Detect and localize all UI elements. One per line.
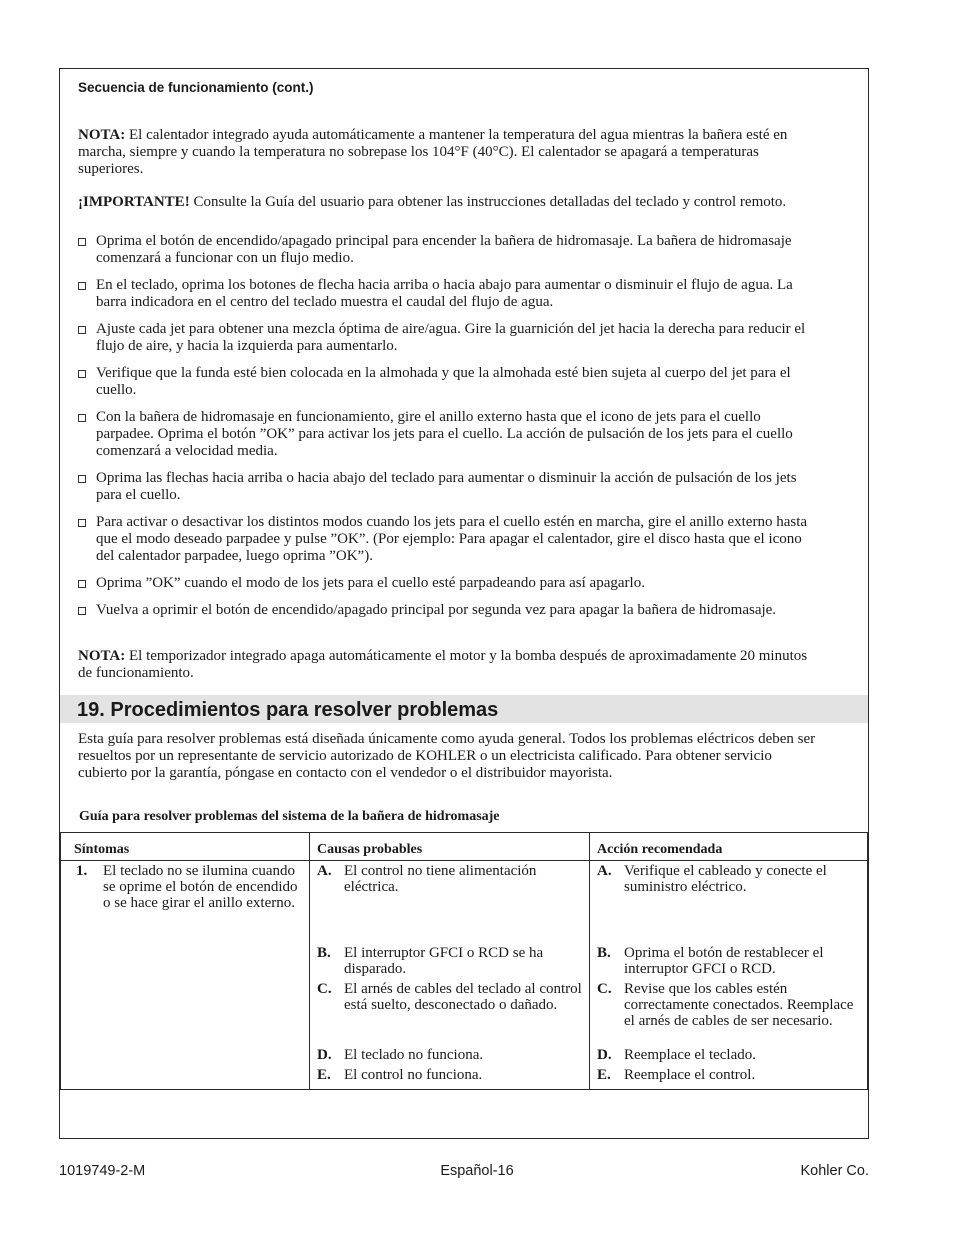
- checkbox-bullet-icon: [78, 519, 86, 527]
- cause-item: C. El arnés de cables del teclado al control está suelto, desconectado o dañado.: [317, 981, 582, 1013]
- list-item: Vuelva a oprimir el botón de encendido/apagado principal por segunda vez para apagar la bañera de hidromasaje.: [78, 602, 818, 619]
- footer-document-number: 1019749-2-M: [59, 1163, 146, 1179]
- note-heater: [78, 127, 818, 178]
- list-item: Oprima el botón de encendido/apagado principal para encender la bañera de hidromasaje. La bañera de hidromasaje comenzará a funcionar con un flujo medio.: [78, 233, 818, 267]
- cause-item: A. El control no tiene alimentación eléctrica.: [317, 863, 537, 895]
- section-header: Secuencia de funcionamiento (cont.): [78, 80, 314, 95]
- note-label: NOTA:: [78, 127, 126, 143]
- cause-item: D. El teclado no funciona.: [317, 1047, 484, 1063]
- note-text: El calentador integrado ayuda automáticamente a mantener la temperatura del agua mientras la bañera esté en marcha, siempre y cuando la temperatura no sobrepase los 104°F (40°C). El calentador se apagará a temperaturas superiores.: [78, 127, 788, 177]
- list-item: Ajuste cada jet para obtener una mezcla óptima de aire/agua. Gire la guarnición del jet hacia la derecha para reducir el flujo de aire, y hacia la izquierda para aumentarlo.: [78, 321, 818, 355]
- action-item: A. Verifique el cableado y conecte el suministro eléctrico.: [597, 863, 827, 895]
- list-item: Oprima ”OK” cuando el modo de los jets para el cuello esté parpadeando para así apagarlo.: [78, 575, 818, 592]
- list-item: En el teclado, oprima los botones de flecha hacia arriba o hacia abajo para aumentar o disminuir el flujo de agua. La barra indicadora en el centro del teclado muestra el caudal del flujo de agua.: [78, 277, 818, 311]
- symptom-cell: [61, 861, 310, 1090]
- symptom-text: El teclado no se ilumina cuando se oprime el botón de encendido o se hace girar el anillo externo.: [103, 863, 298, 911]
- operation-steps-list: [78, 233, 818, 629]
- action-item: E. Reemplace el control.: [597, 1067, 756, 1083]
- symptom-item: [76, 863, 305, 911]
- note-timer: [78, 648, 818, 682]
- note-label: NOTA:: [78, 648, 126, 664]
- table-row: [61, 861, 868, 1090]
- checkbox-bullet-icon: [78, 414, 86, 422]
- action-item: D. Reemplace el teclado.: [597, 1047, 757, 1063]
- checkbox-bullet-icon: [78, 475, 86, 483]
- section-19-title: 19. Procedimientos para resolver problemas: [77, 699, 499, 721]
- checkbox-bullet-icon: [78, 580, 86, 588]
- checkbox-bullet-icon: [78, 326, 86, 334]
- cause-item: E. El control no funciona.: [317, 1067, 483, 1083]
- symptom-number: 1.: [76, 863, 88, 879]
- checkbox-bullet-icon: [78, 238, 86, 246]
- important-label: ¡IMPORTANTE!: [78, 194, 190, 210]
- header-recommended-action: Acción recomendada: [590, 833, 868, 861]
- actions-cell: [590, 861, 868, 1090]
- cause-item: B. El interruptor GFCI o RCD se ha disparado.: [317, 945, 544, 977]
- footer-company: Kohler Co.: [800, 1163, 869, 1179]
- checkbox-bullet-icon: [78, 282, 86, 290]
- important-note: [78, 194, 818, 211]
- troubleshooting-guide-title: Guía para resolver problemas del sistema de la bañera de hidromasaje: [79, 809, 500, 824]
- important-text: Consulte la Guía del usuario para obtener las instrucciones detalladas del teclado y control remoto.: [189, 194, 787, 210]
- note-text: El temporizador integrado apaga automáticamente el motor y la bomba después de aproximadamente 20 minutos de funcionamiento.: [78, 648, 808, 681]
- checkbox-bullet-icon: [78, 607, 86, 615]
- checkbox-bullet-icon: [78, 370, 86, 378]
- action-item: C. Revise que los cables estén correctamente conectados. Reemplace el arnés de cables de ser necesario.: [597, 981, 854, 1029]
- action-item: B. Oprima el botón de restablecer el interruptor GFCI o RCD.: [597, 945, 824, 977]
- causes-cell: [310, 861, 590, 1090]
- header-symptoms: Síntomas: [61, 833, 310, 861]
- list-item: Con la bañera de hidromasaje en funcionamiento, gire el anillo externo hasta que el icono de jets para el cuello parpadee. Oprima el botón ”OK” para activar los jets para el cuello. La acción de pulsación de los jets para el cuello comenzará a velocidad media.: [78, 409, 818, 460]
- header-probable-causes: Causas probables: [310, 833, 590, 861]
- list-item: Para activar o desactivar los distintos modos cuando los jets para el cuello estén en marcha, gire el anillo externo hasta que el modo deseado parpadee y pulse ”OK”. (Por ejemplo: Para apagar el calentador, gire el disco hasta que el icono del calentador parpadee, luego oprima ”OK”).: [78, 514, 818, 565]
- troubleshooting-table: [60, 832, 868, 1090]
- list-item: Oprima las flechas hacia arriba o hacia abajo del teclado para aumentar o disminuir la acción de pulsación de los jets para el cuello.: [78, 470, 818, 504]
- section-19-intro: Esta guía para resolver problemas está diseñada únicamente como ayuda general. Todos los problemas eléctricos deben ser resueltos por un representante de servicio autorizado de KOHLER o un electricista calificado. Para obtener servicio cubierto por la garantía, póngase en contacto con el vendedor o el distribuidor mayorista.: [78, 731, 816, 781]
- list-item: Verifique que la funda esté bien colocada en la almohada y que la almohada esté bien sujeta al cuerpo del jet para el cuello.: [78, 365, 818, 399]
- table-header-row: [61, 833, 868, 861]
- footer-page-number: Español-16: [440, 1163, 514, 1179]
